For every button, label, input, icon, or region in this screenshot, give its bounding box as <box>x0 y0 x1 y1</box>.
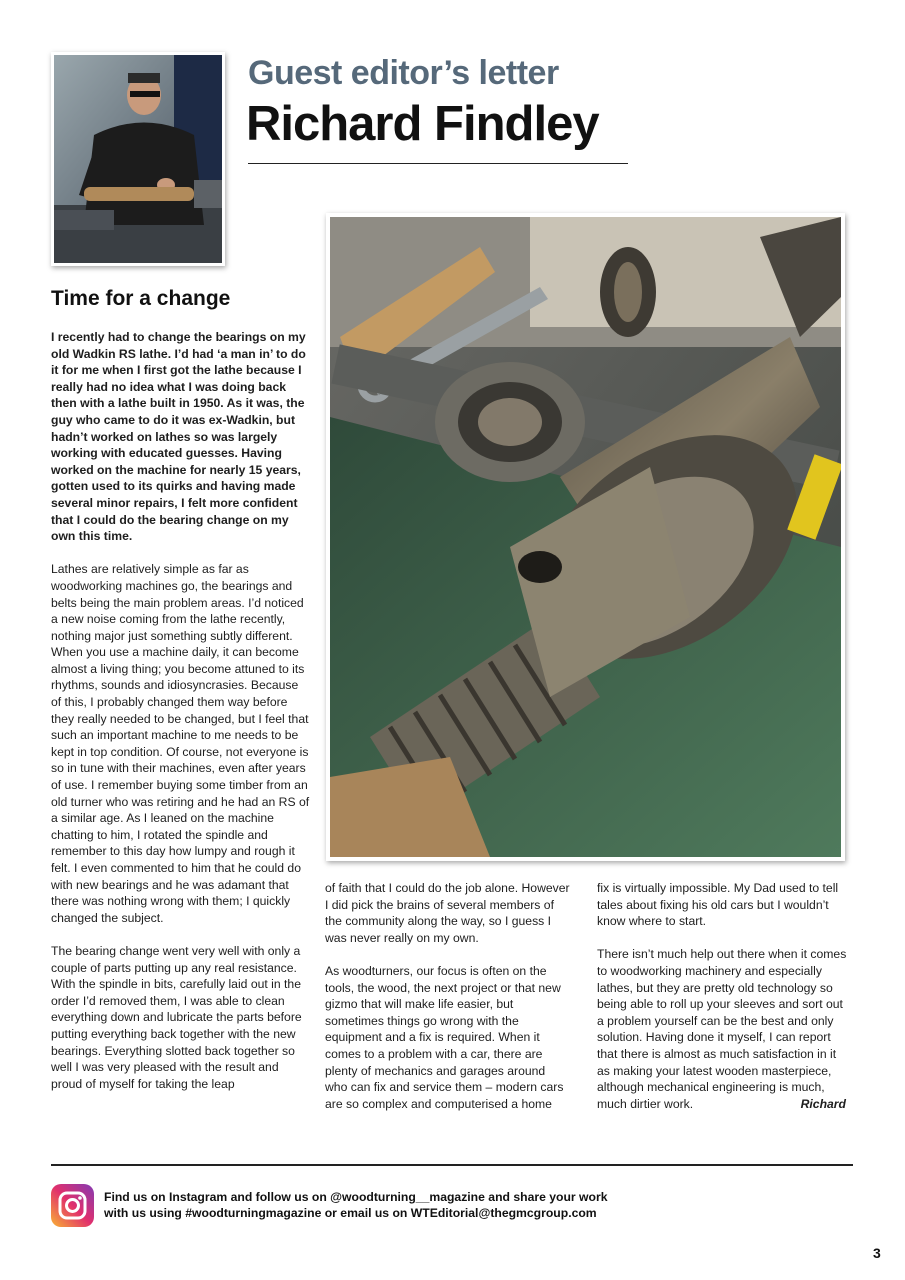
kicker-title: Guest editor’s letter <box>248 54 559 92</box>
footer-social-text <box>104 1189 664 1221</box>
body-paragraph-final <box>597 946 852 1112</box>
footer-divider <box>51 1164 853 1166</box>
body-paragraph: Lathes are relatively simple as far as woodworking machines go, the bearings and belts being the main problem areas. I’d noticed a new noise coming from the lathe recently, nothing major just something subtly different. When you use a machine daily, it can become almost a living thing; you become attuned to its rhythms, sounds and idiosyncrasies. Because of this, I probably changed them way before they really needed to be changed, but I feel that such an important machine to me needs to be kept in top condition. Of course, not everyone is so in tune with their machines, even after years of use. I remember buying some timber from an old turner who was retiring and he had an RS of a similar age. As I leaned on the machine chatting to him, I rotated the spindle and remember to this day how lumpy and rough it felt. I even commented to him that he could do with new bearings and he was adamant that there was nothing wrong with them; I quickly changed the subject. <box>51 562 310 925</box>
article-column-1 <box>51 329 311 1092</box>
lead-paragraph: I recently had to change the bearings on my old Wadkin RS lathe. I’d had ‘a man in’ to do it for me when I first got the lathe because I really had no idea what I was doing back then with a lathe built in 1950. As it was, the guy who came to do it was ex-Wadkin, but hadn’t worked on lathes so was largely working with educated guesses. Having worked on the machine for nearly 15 years, gotten used to its quirks and having made several minor repairs, I felt more confident that I could do the bearing change on my own this time. <box>51 330 306 544</box>
footer-line-2: with us using #woodturningmagazine or email us on WTEditorial@thegmcgroup.com <box>104 1206 597 1220</box>
instagram-icon[interactable] <box>51 1184 94 1227</box>
editor-portrait-photo <box>51 52 225 266</box>
body-paragraph: of faith that I could do the job alone. However I did pick the brains of several members of the community along the way, so I guess I was never really on my own. <box>325 881 570 945</box>
article-column-3 <box>597 880 852 1112</box>
body-paragraph: The bearing change went very well with only a couple of parts putting up any real resistance. With the spindle in bits, carefully laid out in the order I’d removed them, I was able to clean everything down and lubricate the parts before putting everything back together with the new bearings. Everything slotted back together so well I was very pleased with the result and proud of myself for taking the leap <box>51 943 302 1091</box>
signature: Richard <box>800 1096 846 1111</box>
article-heading: Time for a change <box>51 287 231 310</box>
body-paragraph: fix is virtually impossible. My Dad used to tell tales about fixing his old cars but I wouldn’t know where to start. <box>597 881 839 929</box>
body-paragraph-text: There isn’t much help out there when it comes to woodworking machinery and especially lathes, but they are pretty old technology so being able to roll up your sleeves and sort out a problem yourself can be the best and only solution. Having done it myself, I can report that there is almost as much satisfaction in it as making your latest wooden masterpiece, although mechanical engineering is much, much dirtier work. <box>597 947 847 1111</box>
body-paragraph: As woodturners, our focus is often on the tools, the wood, the next project or that new gizmo that will make life easier, but sometimes things go wrong with the equipment and a fix is required. When it comes to a problem with a car, there are plenty of mechanics and garages around who can fix and service them – modern cars are so complex and computerised a home <box>325 963 564 1111</box>
footer-line-1: Find us on Instagram and follow us on @woodturning__magazine and share your work <box>104 1190 608 1204</box>
editor-name: Richard Findley <box>246 97 599 151</box>
lathe-spindle-photo <box>326 213 845 861</box>
article-column-2 <box>325 880 570 1112</box>
page-number: 3 <box>873 1245 881 1261</box>
title-divider <box>248 163 628 164</box>
